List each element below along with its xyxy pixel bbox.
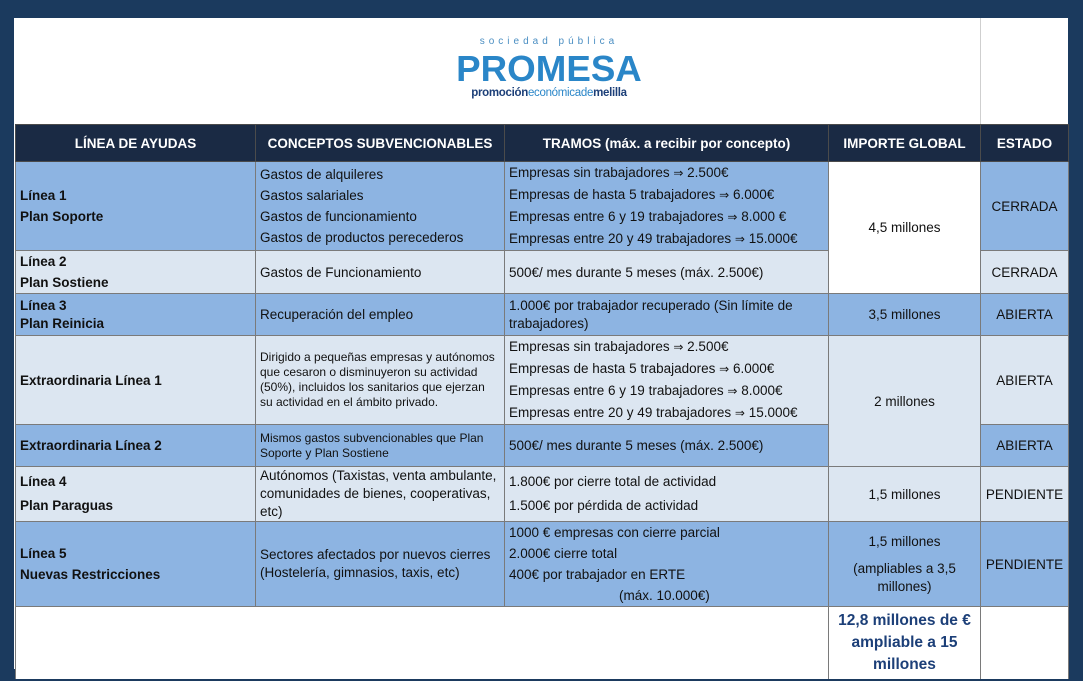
table-row <box>16 162 1069 251</box>
linea5-importe-2: (ampliables a 3,5 millones) <box>853 561 956 594</box>
table-row <box>16 336 1069 425</box>
tramo-value: 15.000€ <box>748 231 798 246</box>
linea4-name-1: Línea 4 <box>20 474 67 489</box>
logo-sub-4: melilla <box>593 87 627 99</box>
linea4-importe: 1,5 millones <box>829 467 981 522</box>
list-item: 1.500€ por pérdida de actividad <box>509 498 699 513</box>
linea4-concepto: Autónomos (Taxistas, venta ambulante, comunidades de bienes, cooperativas, etc) <box>256 467 505 522</box>
linea2-name-2: Plan Sostiene <box>20 275 109 290</box>
empty-cell <box>981 607 1069 679</box>
table-header-row <box>16 125 1069 162</box>
list-item <box>509 402 824 424</box>
linea1-name <box>16 162 256 251</box>
header-empty-cell <box>980 18 1068 124</box>
linea5-tramos <box>505 522 829 607</box>
table-row <box>16 467 1069 522</box>
logo-sub-1: promoción <box>471 87 528 99</box>
extra1-tramos <box>505 336 829 425</box>
header <box>14 18 980 124</box>
tramo-value: 8.000 € <box>741 209 787 224</box>
tramo-value: 2.500€ <box>687 165 729 180</box>
linea4-name <box>16 467 256 522</box>
list-item <box>509 228 824 250</box>
col-header-linea: LÍNEA DE AYUDAS <box>16 125 256 162</box>
arrow-icon: ⇒ <box>727 384 738 398</box>
linea5-estado: PENDIENTE <box>981 522 1069 607</box>
linea3-tramo: 1.000€ por trabajador recuperado (Sin límite de trabajadores) <box>505 294 829 336</box>
list-item: Gastos de productos perecederos <box>260 230 464 245</box>
tramo-label: Empresas de hasta 5 trabajadores <box>509 361 716 376</box>
linea3-concepto: Recuperación del empleo <box>256 294 505 336</box>
arrow-icon: ⇒ <box>719 188 730 202</box>
linea3-estado: ABIERTA <box>981 294 1069 336</box>
list-item: Gastos salariales <box>260 188 364 203</box>
extra1-concepto: Dirigido a pequeñas empresas y autónomos que cesaron o disminuyeron su actividad (50%), incluidos los sanitarios que ejerzan su actividad en el ámbito privado. <box>256 336 505 425</box>
linea2-estado: CERRADA <box>981 251 1069 294</box>
empty-cell <box>256 607 505 679</box>
linea4-name-2: Plan Paraguas <box>20 498 114 513</box>
list-item: Gastos de alquileres <box>260 167 384 182</box>
importe-linea-1-2: 4,5 millones <box>829 162 981 294</box>
col-header-conceptos: CONCEPTOS SUBVENCIONABLES <box>256 125 505 162</box>
tramo-label: Empresas sin trabajadores <box>509 165 670 180</box>
tramo-label: Empresas entre 20 y 49 trabajadores <box>509 405 732 420</box>
list-item: 1000 € empresas con cierre parcial <box>509 525 720 540</box>
list-item <box>509 162 824 184</box>
linea5-name-2: Nuevas Restricciones <box>20 567 161 582</box>
linea1-tramos <box>505 162 829 251</box>
list-item <box>509 206 824 228</box>
linea1-estado: CERRADA <box>981 162 1069 251</box>
total-importe: 12,8 millones de € ampliable a 15 millones <box>829 607 981 679</box>
linea2-concepto: Gastos de Funcionamiento <box>256 251 505 294</box>
extra2-tramo: 500€/ mes durante 5 meses (máx. 2.500€) <box>505 425 829 467</box>
col-header-importe: IMPORTE GLOBAL <box>829 125 981 162</box>
aid-table <box>15 124 1069 679</box>
tramo-value: 6.000€ <box>732 187 775 202</box>
table-row <box>16 294 1069 336</box>
logo-sub-2: económica <box>527 87 581 99</box>
extra1-estado: ABIERTA <box>981 336 1069 425</box>
logo-sub-3: de <box>580 87 594 99</box>
total-row <box>16 607 1069 679</box>
linea5-importe-1: 1,5 millones <box>868 534 941 549</box>
tramo-value: 8.000€ <box>741 383 783 398</box>
importe-extra: 2 millones <box>829 336 981 467</box>
list-item: Gastos de funcionamiento <box>260 209 417 224</box>
list-item <box>509 184 824 206</box>
tramo-value: 15.000€ <box>748 405 798 420</box>
tramo-label: Empresas sin trabajadores <box>509 339 670 354</box>
arrow-icon: ⇒ <box>719 362 730 376</box>
linea5-name-1: Línea 5 <box>20 546 67 561</box>
linea1-conceptos <box>256 162 505 251</box>
table-row <box>16 522 1069 607</box>
promesa-logo <box>454 36 654 99</box>
linea5-importe <box>829 522 981 607</box>
tramo-label: Empresas entre 6 y 19 trabajadores <box>509 209 724 224</box>
list-item <box>509 358 824 380</box>
arrow-icon: ⇒ <box>734 406 745 420</box>
linea5-name <box>16 522 256 607</box>
tramo-label: Empresas entre 6 y 19 trabajadores <box>509 383 724 398</box>
list-item <box>509 380 824 402</box>
empty-cell <box>505 607 829 679</box>
logo-main-text: PROMESA <box>456 48 642 89</box>
empty-cell <box>16 607 256 679</box>
extra2-estado: ABIERTA <box>981 425 1069 467</box>
col-header-estado: ESTADO <box>981 125 1069 162</box>
tramo-value: 2.500€ <box>687 339 729 354</box>
linea3-name <box>16 294 256 336</box>
list-item: 400€ por trabajador en ERTE <box>509 567 686 582</box>
linea5-concepto: Sectores afectados por nuevos cierres (Hostelería, gimnasios, taxis, etc) <box>256 522 505 607</box>
arrow-icon: ⇒ <box>673 340 684 354</box>
extra2-concepto: Mismos gastos subvencionables que Plan Soporte y Plan Sostiene <box>256 425 505 467</box>
list-item: 2.000€ cierre total <box>509 546 618 561</box>
extra2-name: Extraordinaria Línea 2 <box>16 425 256 467</box>
linea2-name-1: Línea 2 <box>20 254 67 269</box>
tramo-label: Empresas entre 20 y 49 trabajadores <box>509 231 732 246</box>
tramo-value: 6.000€ <box>732 361 775 376</box>
tramo-label: Empresas de hasta 5 trabajadores <box>509 187 716 202</box>
spreadsheet <box>14 18 1068 673</box>
arrow-icon: ⇒ <box>673 166 684 180</box>
col-header-tramos: TRAMOS (máx. a recibir por concepto) <box>505 125 829 162</box>
linea1-name-2: Plan Soporte <box>20 209 104 224</box>
list-item: 1.800€ por cierre total de actividad <box>509 474 717 489</box>
arrow-icon: ⇒ <box>727 210 738 224</box>
arrow-icon: ⇒ <box>734 232 745 246</box>
logo-top-text: sociedad pública <box>479 36 619 47</box>
linea3-importe: 3,5 millones <box>829 294 981 336</box>
linea3-name-2: Plan Reinicia <box>20 315 105 331</box>
list-item <box>509 336 824 358</box>
extra1-name: Extraordinaria Línea 1 <box>16 336 256 425</box>
list-item: (máx. 10.000€) <box>619 588 710 603</box>
linea2-tramo: 500€/ mes durante 5 meses (máx. 2.500€) <box>505 251 829 294</box>
linea4-estado: PENDIENTE <box>981 467 1069 522</box>
linea4-tramos <box>505 467 829 522</box>
linea1-name-1: Línea 1 <box>20 188 67 203</box>
linea2-name <box>16 251 256 294</box>
linea3-name-1: Línea 3 <box>20 297 67 313</box>
